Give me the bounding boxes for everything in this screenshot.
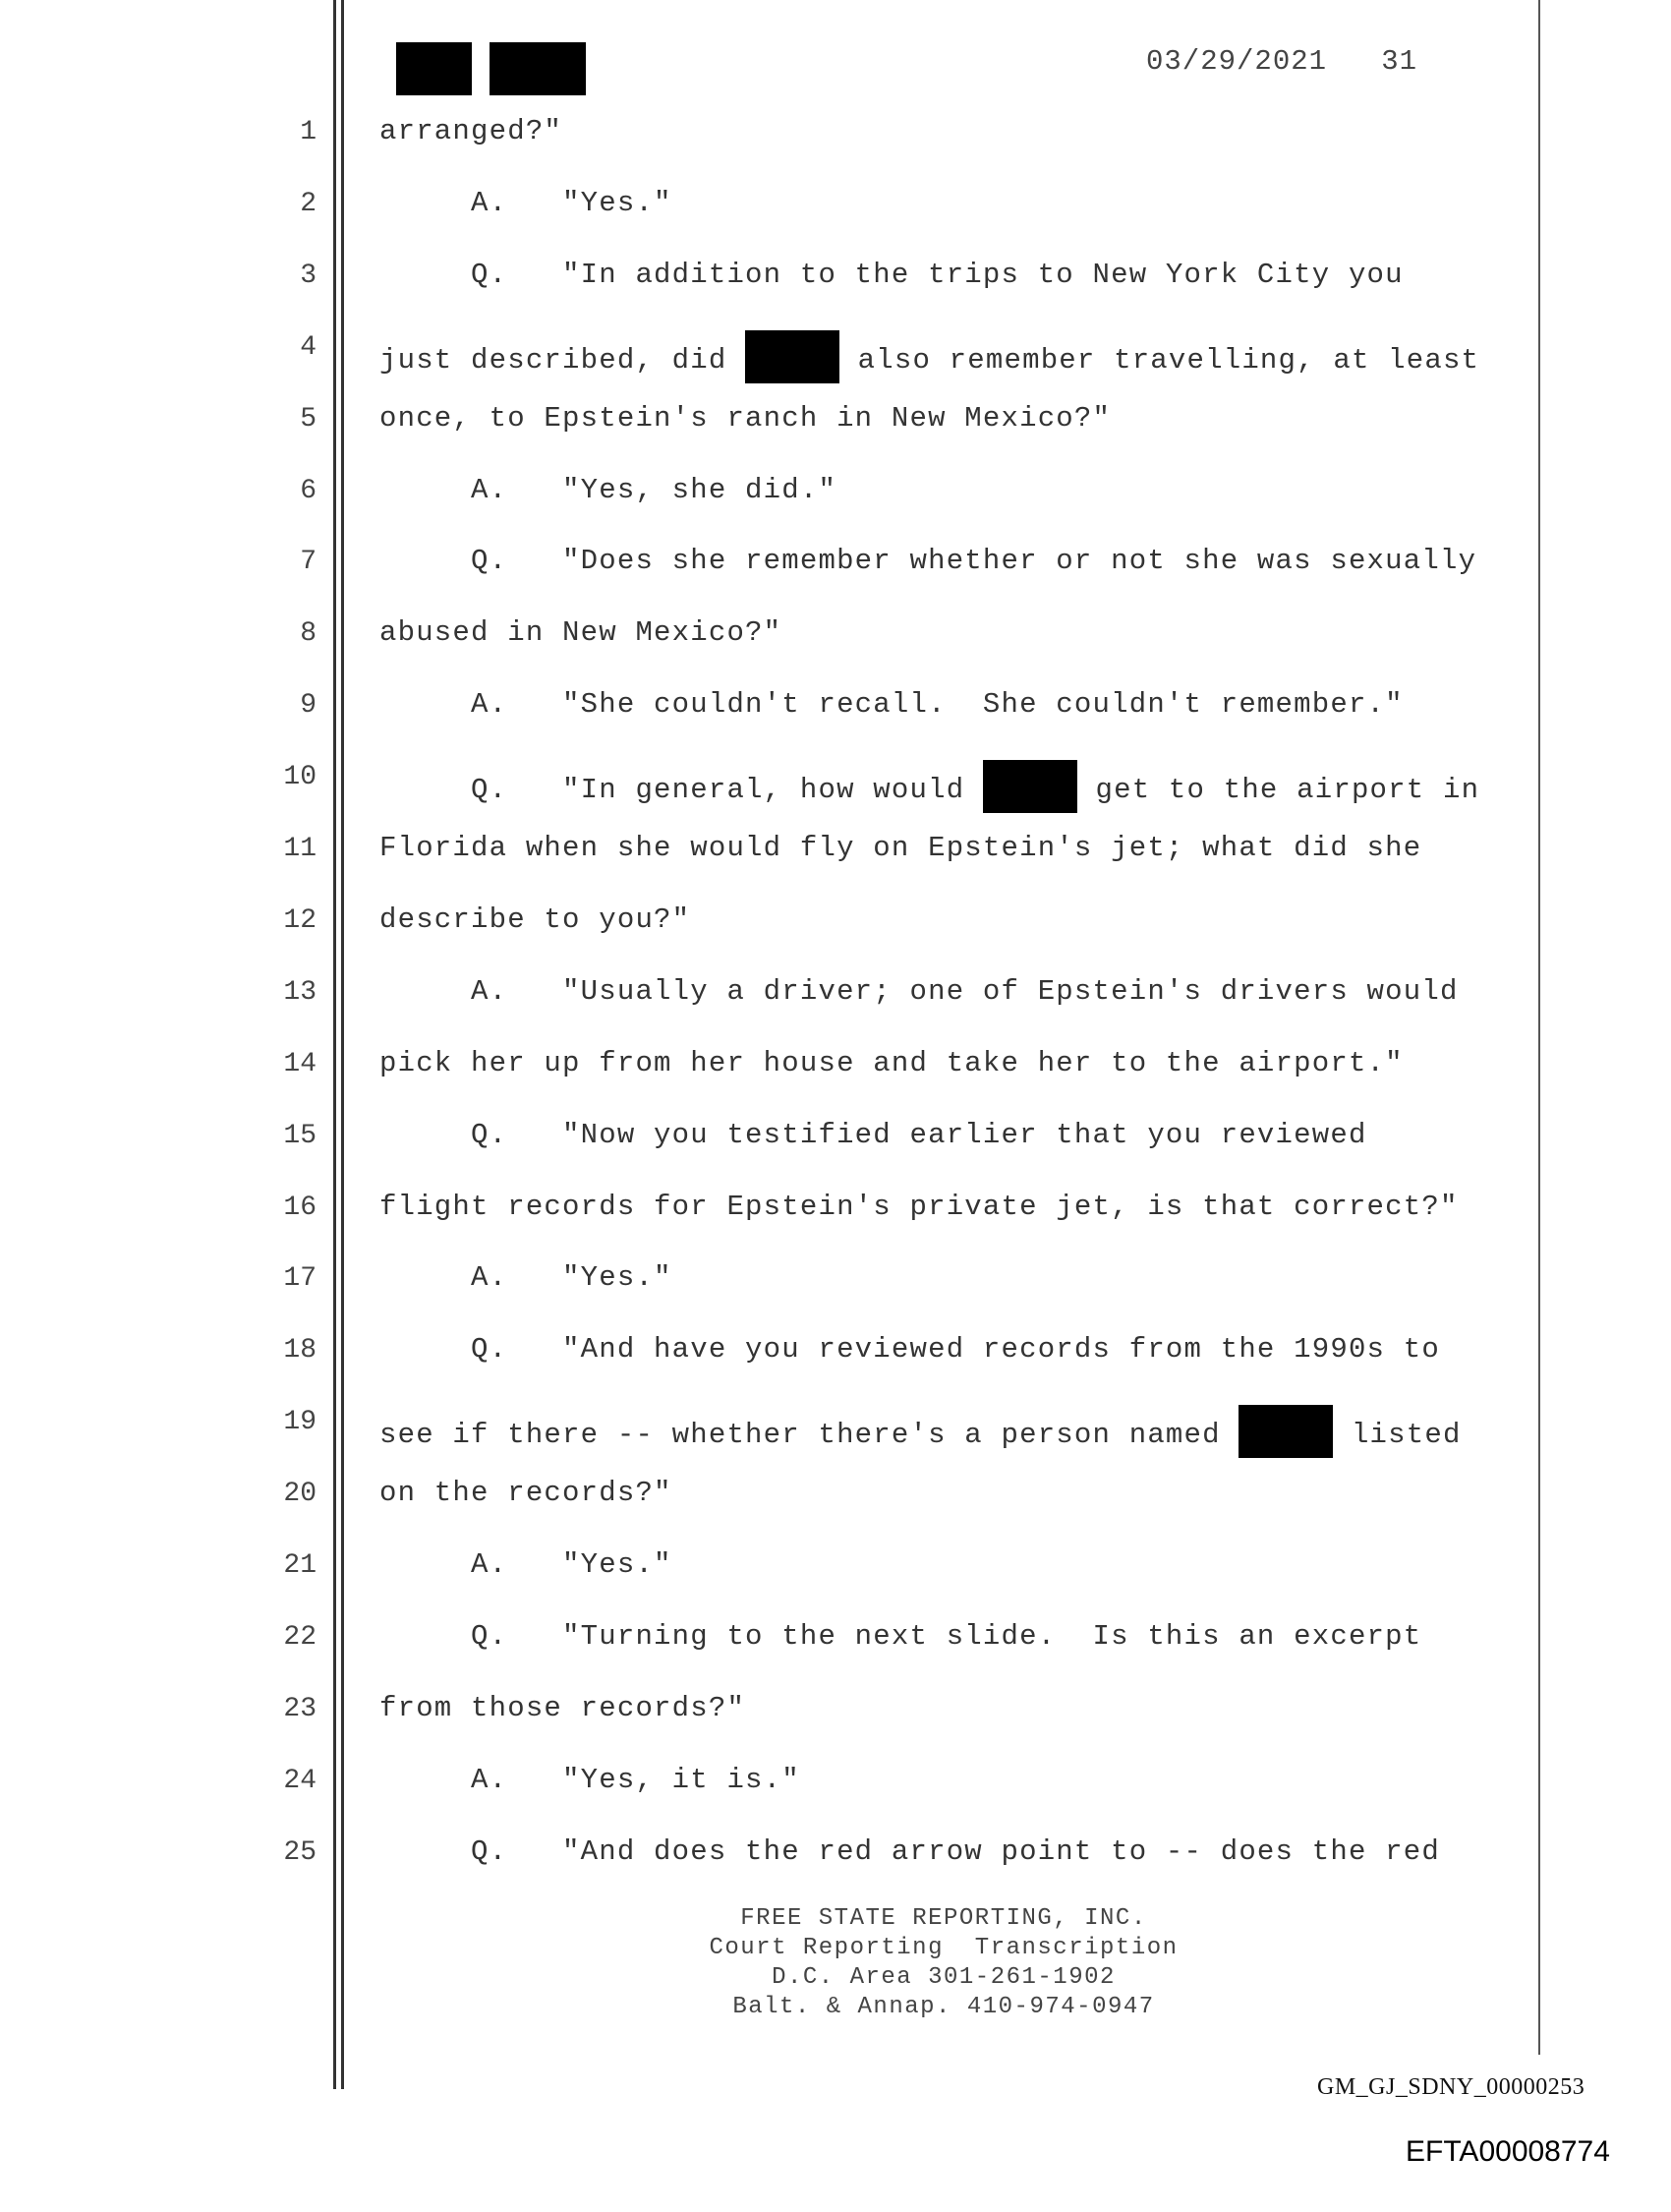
line-number: 18 [283, 1335, 317, 1366]
transcript-line: Q. "In addition to the trips to New York City you [379, 259, 1404, 291]
line-number: 4 [300, 332, 317, 363]
line-number: 10 [283, 762, 317, 792]
redaction-box [983, 760, 1077, 813]
line-number: 24 [283, 1766, 317, 1796]
transcript-line: A. "Yes, it is." [379, 1764, 800, 1796]
line-number: 9 [300, 690, 317, 721]
line-text-before-redaction: Q. "In general, how would [379, 774, 983, 806]
line-text-after-redaction: get to the airport in [1076, 774, 1480, 806]
line-number: 17 [283, 1263, 317, 1294]
footer-company: FREE STATE REPORTING, INC. [740, 1905, 1147, 1932]
transcript-line: once, to Epstein's ranch in New Mexico?" [379, 402, 1112, 435]
header-redaction-1 [396, 42, 472, 95]
line-number: 22 [283, 1622, 317, 1653]
transcript-line [379, 330, 1520, 383]
transcript-line: abused in New Mexico?" [379, 616, 782, 649]
line-number: 25 [283, 1837, 317, 1868]
line-number: 3 [300, 261, 317, 291]
right-margin-rule [1538, 0, 1540, 2055]
line-number: 23 [283, 1694, 317, 1724]
line-number: 11 [283, 834, 317, 864]
footer-services: Court Reporting Transcription [709, 1935, 1179, 1961]
transcript-line: A. "Usually a driver; one of Epstein's drivers would [379, 975, 1459, 1008]
line-number: 1 [300, 117, 317, 147]
footer-dc-phone: D.C. Area 301-261-1902 [772, 1964, 1116, 1991]
redaction-box [745, 330, 839, 383]
transcript-line: A. "Yes, she did." [379, 474, 837, 506]
transcript-line: A. "Yes." [379, 187, 672, 219]
line-number: 7 [300, 547, 317, 577]
transcript-line: A. "She couldn't recall. She couldn't remember." [379, 688, 1404, 721]
line-number: 19 [283, 1407, 317, 1437]
line-number: 2 [300, 189, 317, 219]
line-number: 6 [300, 476, 317, 506]
footer-balt-phone: Balt. & Annap. 410-974-0947 [732, 1994, 1155, 2020]
line-number: 21 [283, 1550, 317, 1581]
left-margin-rule-outer [333, 0, 336, 2089]
transcript-line: Q. "Turning to the next slide. Is this an excerpt [379, 1620, 1422, 1653]
redaction-box [1239, 1405, 1333, 1458]
header-date: 03/29/2021 [1146, 45, 1328, 78]
line-text-after-redaction: also remember travelling, at least [839, 344, 1480, 377]
line-text-after-redaction: listed [1333, 1419, 1462, 1451]
transcript-line: Q. "And does the red arrow point to -- does the red [379, 1835, 1440, 1868]
transcript-line: from those records?" [379, 1692, 746, 1724]
line-number: 20 [283, 1479, 317, 1509]
transcript-line: on the records?" [379, 1477, 672, 1509]
line-number: 16 [283, 1193, 317, 1223]
transcript-line: describe to you?" [379, 903, 691, 936]
line-number: 13 [283, 977, 317, 1008]
transcript-line: arranged?" [379, 115, 563, 147]
header-redaction-2 [490, 42, 586, 95]
line-number: 8 [300, 618, 317, 649]
transcript-line: Q. "Now you testified earlier that you reviewed [379, 1119, 1367, 1151]
efta-number: EFTA00008774 [1406, 2135, 1610, 2168]
line-number: 15 [283, 1121, 317, 1151]
transcript-line: A. "Yes." [379, 1261, 672, 1294]
left-margin-rule-inner [341, 0, 344, 2089]
line-number: 12 [283, 905, 317, 936]
line-text-before-redaction: see if there -- whether there's a person named [379, 1419, 1239, 1451]
transcript-line [379, 1405, 1520, 1458]
line-text-before-redaction: just described, did [379, 344, 746, 377]
reporter-footer [550, 1904, 1337, 2022]
header-date-page [1146, 45, 1417, 78]
transcript-line: Florida when she would fly on Epstein's jet; what did she [379, 832, 1422, 864]
transcript-line: Q. "Does she remember whether or not she was sexually [379, 545, 1477, 577]
transcript-line: Q. "And have you reviewed records from the 1990s to [379, 1333, 1440, 1366]
transcript-line: A. "Yes." [379, 1548, 672, 1581]
header-page-number: 31 [1381, 45, 1418, 78]
transcript-line: pick her up from her house and take her to the airport." [379, 1047, 1404, 1079]
bates-number: GM_GJ_SDNY_00000253 [1317, 2074, 1585, 2100]
transcript-line [379, 760, 1520, 813]
line-number: 5 [300, 404, 317, 435]
line-number: 14 [283, 1049, 317, 1079]
transcript-line: flight records for Epstein's private jet, is that correct?" [379, 1191, 1459, 1223]
